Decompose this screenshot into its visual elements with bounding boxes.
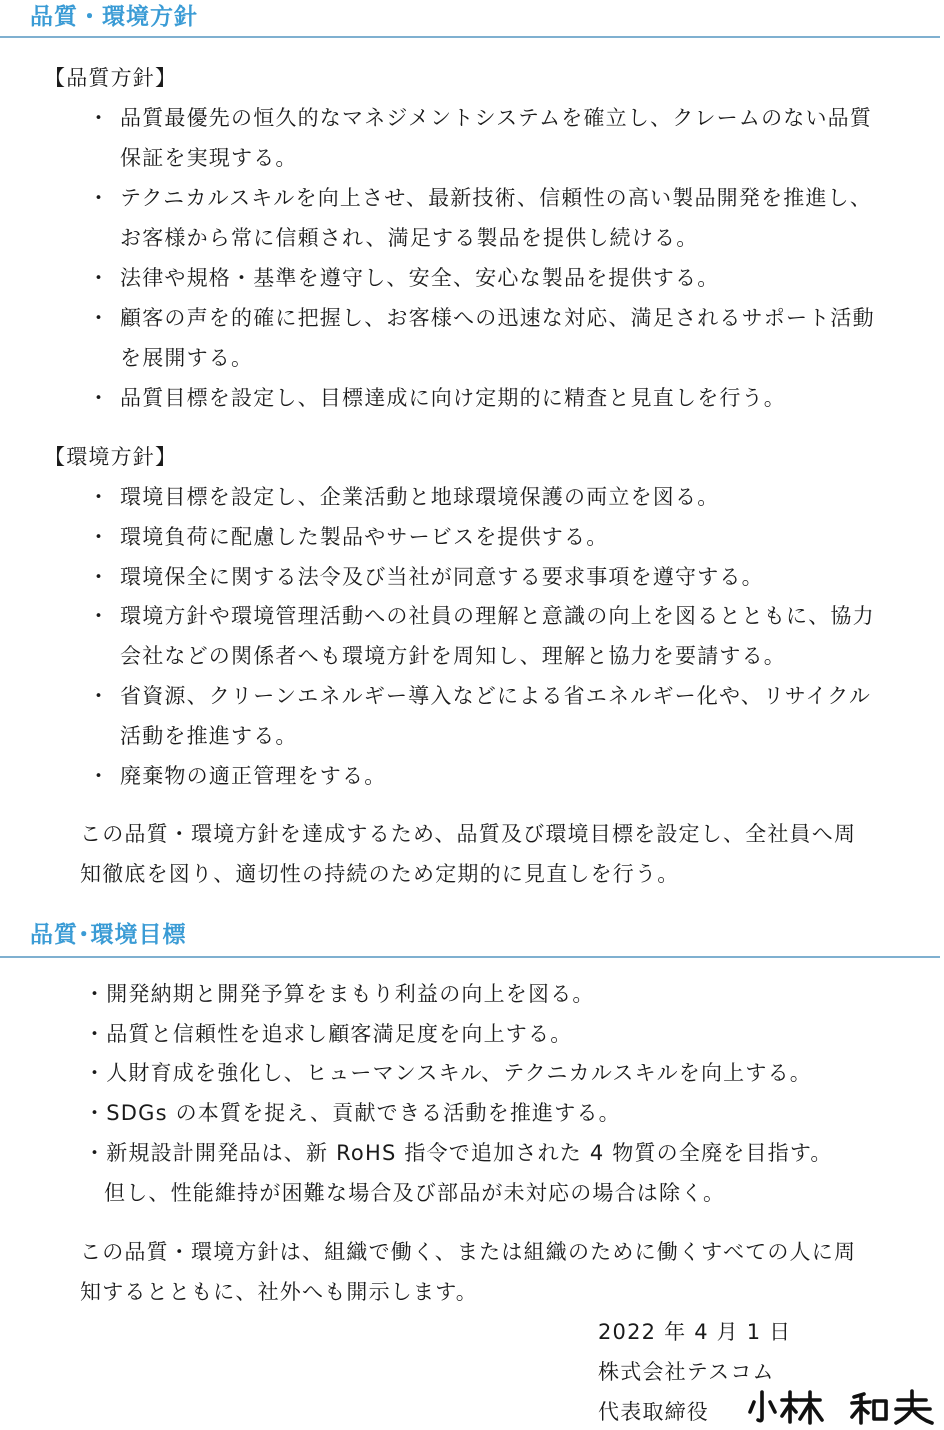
section-title-policy bbox=[0, 0, 940, 38]
bullet-icon: ・ bbox=[88, 266, 111, 290]
policy-closing-line1: この品質・環境方針を達成するため、品質及び環境目標を設定し、全社員へ周 bbox=[80, 822, 857, 846]
objectives-title: 品質･環境目標 bbox=[30, 922, 187, 948]
bullet-icon: ・ bbox=[88, 525, 111, 549]
section-title-objectives bbox=[0, 916, 940, 958]
objective-note: 但し、性能維持が困難な場合及び部品が未対応の場合は除く。 bbox=[104, 1181, 726, 1205]
quality-policy-heading: 【品質方針】 bbox=[44, 66, 178, 90]
objectives-closing-line1: この品質・環境方針は、組織で働く、または組織のために働くすべての人に周 bbox=[80, 1240, 857, 1264]
quality-item-2-line2: お客様から常に信頼され、満足する製品を提供し続ける。 bbox=[120, 226, 699, 250]
env-item-3: 環境保全に関する法令及び当社が同意する要求事項を遵守する。 bbox=[120, 565, 764, 589]
quality-item-2-line1: テクニカルスキルを向上させ、最新技術、信頼性の高い製品開発を推進し、 bbox=[120, 186, 873, 210]
quality-item-4-line2: を展開する。 bbox=[120, 346, 254, 370]
bullet-icon: ・ bbox=[88, 604, 111, 628]
env-item-2: 環境負荷に配慮した製品やサービスを提供する。 bbox=[120, 525, 609, 549]
objective-item-1: ・開発納期と開発予算をまもり利益の向上を図る。 bbox=[84, 982, 595, 1006]
bullet-icon: ・ bbox=[88, 565, 111, 589]
objective-item-5: ・新規設計開発品は、新 RoHS 指令で追加された 4 物質の全廃を目指す。 bbox=[84, 1141, 833, 1165]
quality-item-1-line2: 保証を実現する。 bbox=[120, 146, 298, 170]
bullet-icon: ・ bbox=[88, 306, 111, 330]
env-item-4-line1: 環境方針や環境管理活動への社員の理解と意識の向上を図るとともに、協力 bbox=[120, 604, 875, 628]
objective-item-3: ・人財育成を強化し、ヒューマンスキル、テクニカルスキルを向上する。 bbox=[84, 1061, 812, 1085]
env-item-1: 環境目標を設定し、企業活動と地球環境保護の両立を図る。 bbox=[120, 485, 720, 509]
bullet-icon: ・ bbox=[88, 106, 111, 130]
policy-title: 品質・環境方針 bbox=[30, 4, 198, 30]
env-item-5-line1: 省資源、クリーンエネルギー導入などによる省エネルギー化や、リサイクル bbox=[120, 684, 872, 708]
quality-item-3: 法律や規格・基準を遵守し、安全、安心な製品を提供する。 bbox=[120, 266, 720, 290]
env-item-5-line2: 活動を推進する。 bbox=[120, 724, 298, 748]
handwritten-signature bbox=[748, 1388, 938, 1428]
bullet-icon: ・ bbox=[88, 485, 111, 509]
policy-closing-line2: 知徹底を図り、適切性の持続のため定期的に見直しを行う。 bbox=[80, 862, 680, 886]
company-name: 株式会社テスコム bbox=[598, 1360, 775, 1384]
bullet-icon: ・ bbox=[88, 386, 111, 410]
environment-policy-heading: 【環境方針】 bbox=[44, 445, 178, 469]
quality-item-5: 品質目標を設定し、目標達成に向け定期的に精査と見直しを行う。 bbox=[120, 386, 786, 410]
bullet-icon: ・ bbox=[88, 186, 111, 210]
objective-item-2: ・品質と信頼性を追求し顧客満足度を向上する。 bbox=[84, 1022, 573, 1046]
objective-item-4: ・SDGs の本質を捉え、貢献できる活動を推進する。 bbox=[84, 1101, 621, 1125]
bullet-icon: ・ bbox=[88, 684, 111, 708]
bullet-icon: ・ bbox=[88, 764, 111, 788]
quality-item-4-line1: 顧客の声を的確に把握し、お客様への迅速な対応、満足されるサポート活動 bbox=[120, 306, 875, 330]
date: 2022 年 4 月 1 日 bbox=[598, 1320, 792, 1344]
objectives-closing-line2: 知するとともに、社外へも開示します。 bbox=[80, 1280, 478, 1304]
quality-item-1-line1: 品質最優先の恒久的なマネジメントシステムを確立し、クレームのない品質 bbox=[120, 106, 873, 130]
env-item-6: 廃棄物の適正管理をする。 bbox=[120, 764, 387, 788]
env-item-4-line2: 会社などの関係者へも環境方針を周知し、理解と協力を要請する。 bbox=[120, 644, 786, 668]
representative-title: 代表取締役 bbox=[598, 1400, 709, 1424]
